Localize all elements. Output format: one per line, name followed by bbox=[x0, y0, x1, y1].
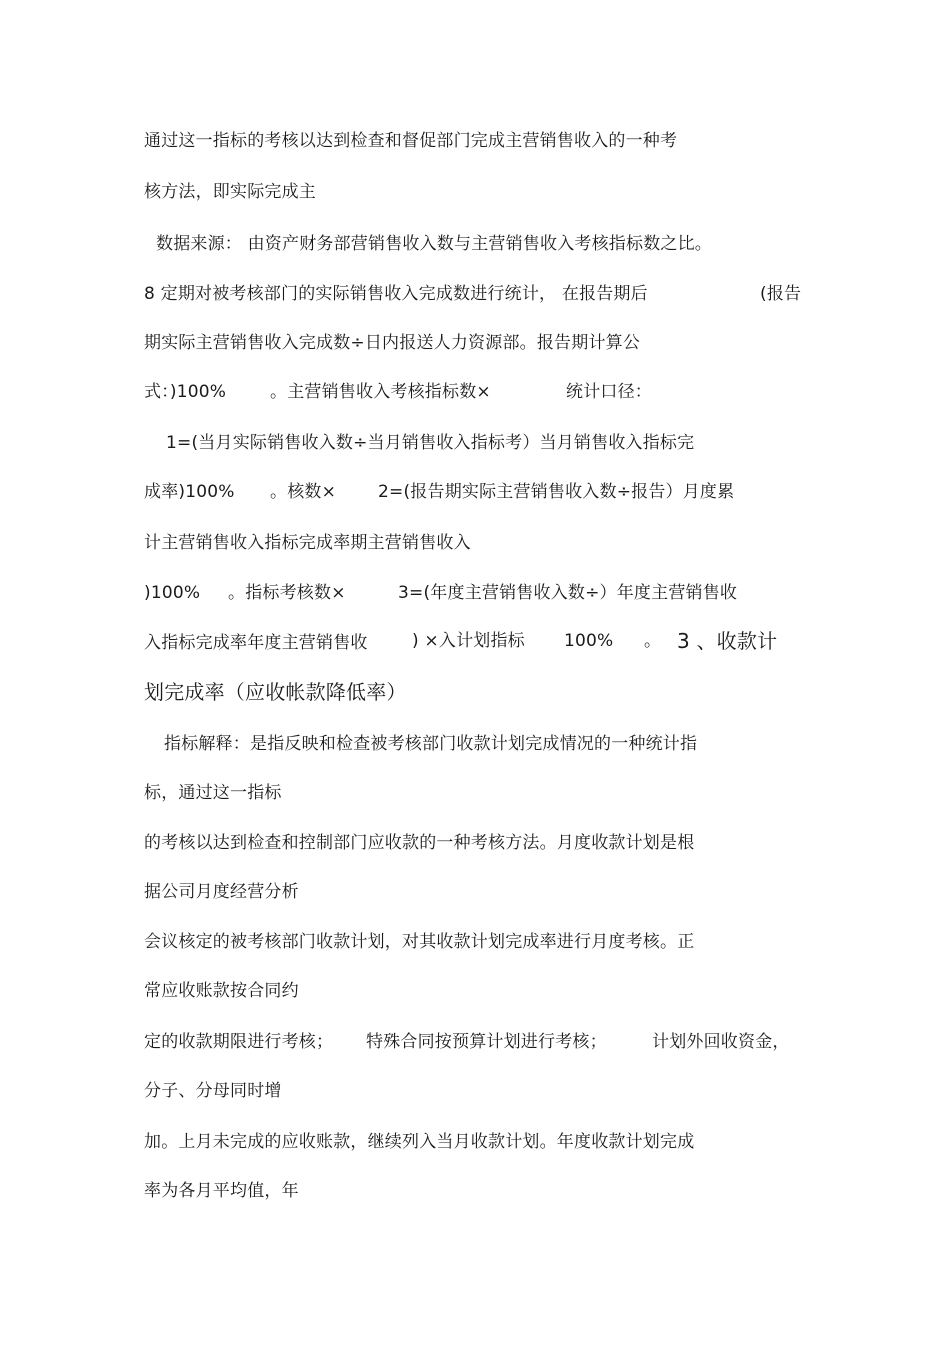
text-line-6-b: 。主营销售收入考核指标数× bbox=[270, 382, 491, 402]
text-line-4 bbox=[144, 283, 802, 305]
text-line-4-main: 8 定期对被考核部门的实际销售收入完成数进行统计， 在报告期后 bbox=[144, 284, 648, 304]
text-line-11-c: 100% bbox=[564, 631, 614, 651]
text-line-1: 通过这一指标的考核以达到检查和督促部门完成主营销售收入的一种考 bbox=[144, 131, 678, 151]
text-line-10-a: )100% bbox=[144, 583, 201, 603]
text-line-6 bbox=[144, 381, 652, 403]
text-line-6-c: 统计口径： bbox=[566, 382, 652, 402]
text-line-7: 1=(当月实际销售收入数÷当月销售收入指标考）当月销售收入指标完 bbox=[166, 433, 695, 453]
text-line-20: 分子、分母同时增 bbox=[144, 1081, 282, 1101]
text-line-3: 数据来源： 由资产财务部营销售收入数与主营销售收入考核指标数之比。 bbox=[156, 234, 713, 254]
text-line-11-d: 。 bbox=[644, 631, 662, 651]
text-line-2: 核方法，即实际完成主 bbox=[144, 182, 316, 202]
text-line-15: 的考核以达到检查和控制部门应收款的一种考核方法。月度收款计划是根 bbox=[144, 833, 695, 853]
text-line-11-b: ) ×入计划指标 bbox=[412, 631, 525, 651]
text-line-10-b: 。指标考核数× bbox=[228, 583, 346, 603]
text-line-8 bbox=[144, 481, 735, 503]
text-line-9: 计主营销售收入指标完成率期主营销售收入 bbox=[144, 533, 471, 553]
text-line-18: 常应收账款按合同约 bbox=[144, 981, 299, 1001]
text-line-11-a: 入指标完成率年度主营销售收 bbox=[144, 633, 368, 653]
text-line-19-a: 定的收款期限进行考核； bbox=[144, 1032, 334, 1052]
text-line-22: 率为各月平均值，年 bbox=[144, 1181, 299, 1201]
text-line-8-a: 成率)100% bbox=[144, 482, 235, 502]
text-line-17: 会议核定的被考核部门收款计划，对其收款计划完成率进行月度考核。正 bbox=[144, 932, 695, 952]
text-line-13: 指标解释：是指反映和检查被考核部门收款计划完成情况的一种统计指 bbox=[164, 734, 698, 754]
text-line-11 bbox=[144, 628, 778, 656]
text-line-21: 加。上月未完成的应收账款，继续列入当月收款计划。年度收款计划完成 bbox=[144, 1132, 695, 1152]
text-line-10 bbox=[144, 582, 738, 604]
text-line-19 bbox=[144, 1031, 790, 1053]
text-line-16: 据公司月度经营分析 bbox=[144, 882, 299, 902]
text-line-19-b: 特殊合同按预算计划进行考核； bbox=[366, 1032, 607, 1052]
text-line-6-a: 式：)100% bbox=[144, 382, 227, 402]
text-line-8-b: 。核数× bbox=[270, 482, 337, 502]
section-heading: 划完成率（应收帐款降低率） bbox=[144, 680, 407, 704]
text-line-8-c: 2=(报告期实际主营销售收入数÷报告）月度累 bbox=[378, 482, 735, 502]
text-line-14: 标，通过这一指标 bbox=[144, 783, 282, 803]
text-line-5: 期实际主营销售收入完成数÷日内报送人力资源部。报告期计算公 bbox=[144, 333, 641, 353]
text-line-4-tail: (报告 bbox=[760, 284, 802, 304]
text-line-10-c: 3=(年度主营销售收入数÷）年度主营销售收 bbox=[398, 583, 738, 603]
text-line-19-c: 计划外回收资金， bbox=[652, 1032, 790, 1052]
text-line-11-e: 3 、收款计 bbox=[677, 629, 778, 653]
